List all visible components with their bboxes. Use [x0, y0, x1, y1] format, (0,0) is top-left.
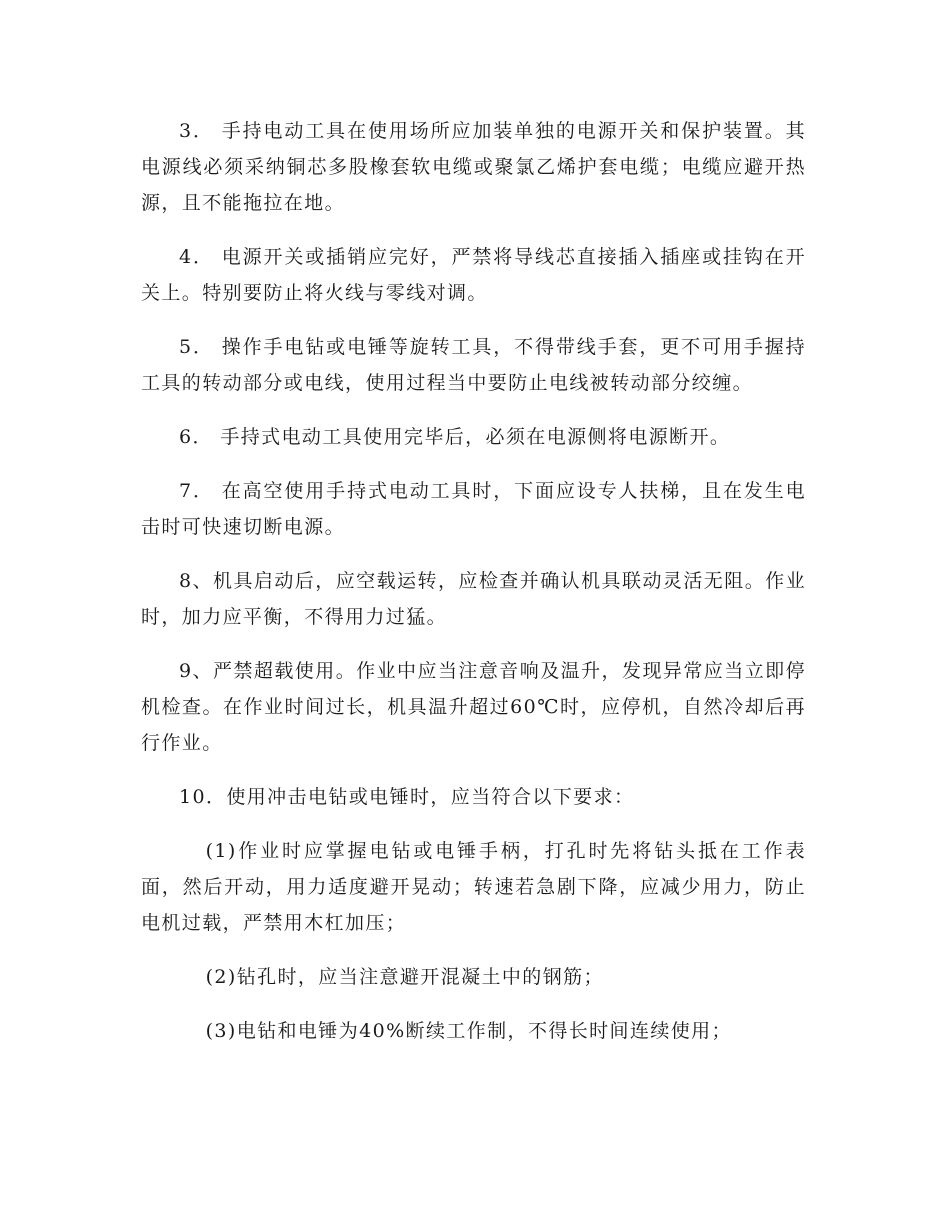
- paragraph-item-10: 10．使用冲击电钻或电锤时，应当符合以下要求：: [179, 786, 635, 808]
- paragraph-item-5: 5． 操作手电钻或电锤等旋转工具，不得带线手套，更不可用手握持工具的转动部分或电线，使用过程当中要防止电线被转动部分绞缠。: [141, 336, 806, 394]
- sub-item-1: (1)作业时应掌握电钻或电锤手柄，打孔时先将钻头抵在工作表面，然后开动，用力适度避开晃动；转速若急剧下降，应减少用力，防止电机过载，严禁用木杠加压；: [141, 840, 806, 934]
- sub-item-3: (3)电钻和电锤为40%断续工作制，不得长时间连续使用；: [205, 1020, 732, 1042]
- paragraph-item-9: 9、严禁超载使用。作业中应当注意音响及温升，发现异常应当立即停机检查。在作业时间过长，机具温升超过60℃时，应停机，自然冷却后再行作业。: [141, 660, 806, 754]
- paragraph-item-8: 8、机具启动后，应空载运转，应检查并确认机具联动灵活无阻。作业时，加力应平衡，不得用力过猛。: [141, 570, 806, 628]
- paragraph-item-6: 6． 手持式电动工具使用完毕后，必须在电源侧将电源断开。: [179, 426, 731, 448]
- document-body: [141, 113, 806, 1067]
- sub-item-2: (2)钻孔时，应当注意避开混凝土中的钢筋；: [205, 966, 604, 988]
- paragraph-item-7: 7． 在高空使用手持式电动工具时，下面应设专人扶梯，且在发生电击时可快速切断电源。: [141, 480, 806, 538]
- paragraph-item-4: 4． 电源开关或插销应完好，严禁将导线芯直接插入插座或挂钩在开关上。特别要防止将火线与零线对调。: [141, 246, 806, 304]
- paragraph-item-3: 3． 手持电动工具在使用场所应加装单独的电源开关和保护装置。其电源线必须采纳铜芯多股橡套软电缆或聚氯乙烯护套电缆；电缆应避开热源，且不能拖拉在地。: [141, 120, 806, 214]
